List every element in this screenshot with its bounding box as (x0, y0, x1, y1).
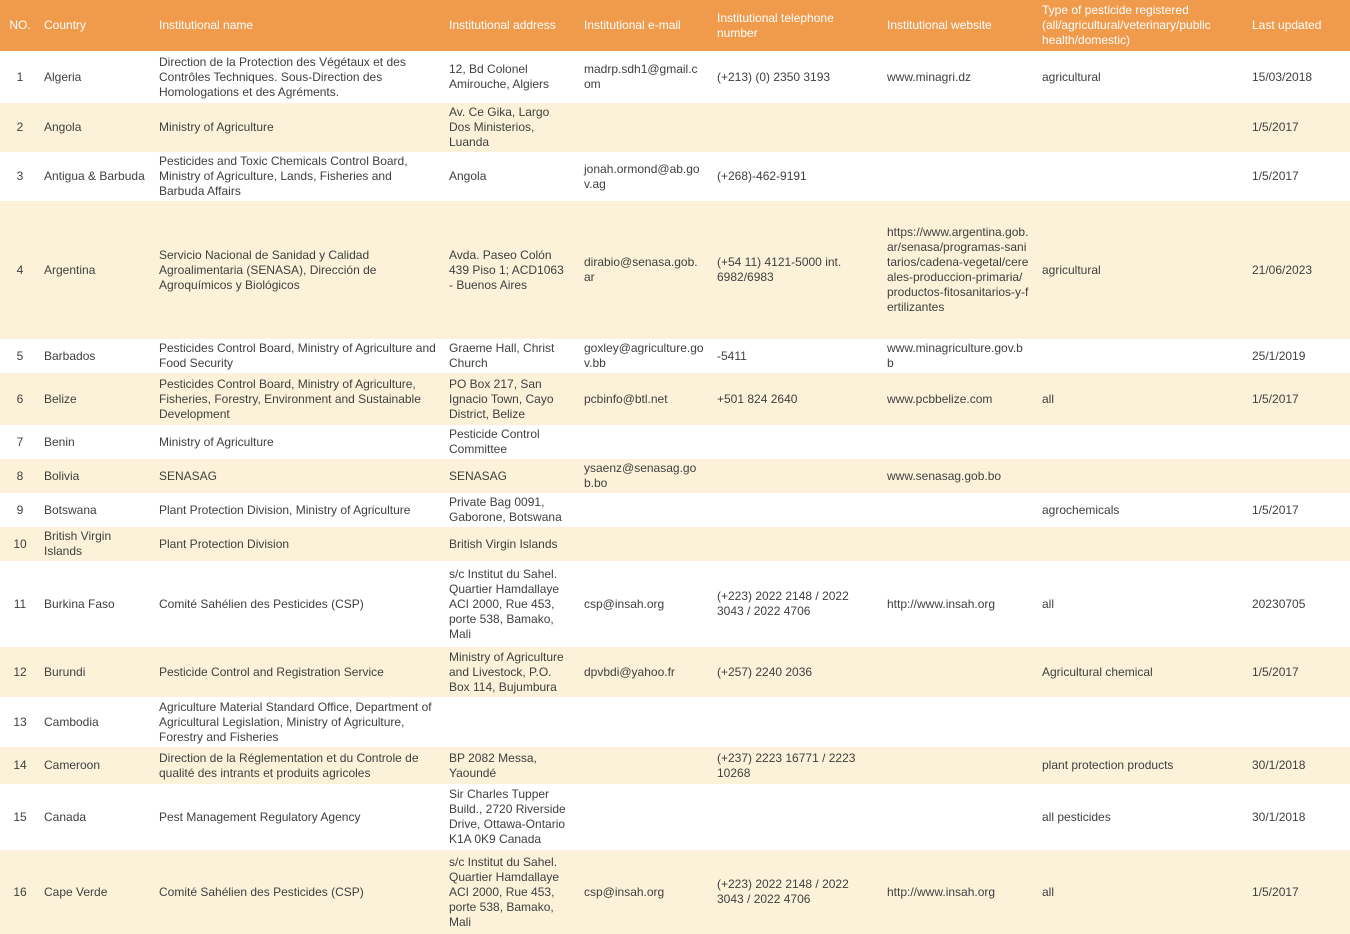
cell-website (883, 152, 1038, 201)
cell-address: Pesticide Control Committee (449, 427, 540, 456)
cell-phone: (+257) 2240 2036 (717, 664, 813, 679)
cell-phone: +501 824 2640 (717, 391, 798, 406)
cell-no: 12 (13, 664, 27, 679)
cell-updated (1248, 459, 1350, 493)
cell-email (580, 527, 713, 561)
table-row (0, 51, 1350, 103)
cell-no: 9 (16, 502, 24, 517)
cell-no: 1 (16, 69, 24, 84)
cell-no: 6 (16, 391, 24, 406)
cell-country: Bolivia (44, 468, 80, 483)
cell-country: Cape Verde (44, 884, 108, 899)
cell-no: 13 (13, 714, 27, 729)
cell-country: Barbados (44, 348, 96, 363)
cell-country: Burkina Faso (44, 596, 115, 611)
cell-type: agrochemicals (1042, 502, 1120, 517)
cell-updated: 1/5/2017 (1252, 664, 1299, 679)
cell-updated: 30/1/2018 (1252, 758, 1306, 772)
table-row (0, 647, 1350, 697)
cell-email (580, 425, 713, 459)
cell-no: 14 (13, 758, 27, 772)
column-header-name: Institutional name (159, 18, 254, 32)
cell-updated: 15/03/2018 (1252, 69, 1313, 84)
cell-type: all (1042, 596, 1055, 611)
cell-email: dpvbdi@yahoo.fr (584, 664, 675, 679)
cell-type: plant protection products (1042, 758, 1174, 772)
cell-email: madrp.sdh1@gmail.com (584, 62, 698, 91)
cell-email: csp@insah.org (584, 596, 665, 611)
cell-type (1038, 339, 1248, 373)
table-row (0, 747, 1350, 784)
cell-website: http://www.insah.org (887, 884, 996, 899)
cell-address: Ministry of Agriculture and Livestock, P.O. Box 114, Bujumbura (449, 649, 564, 694)
cell-updated (1248, 425, 1350, 459)
cell-type: Agricultural chemical (1042, 664, 1153, 679)
cell-updated: 1/5/2017 (1252, 884, 1299, 899)
cell-address: 12, Bd Colonel Amirouche, Algiers (449, 62, 550, 91)
cell-address: BP 2082 Messa, Yaoundé (449, 750, 537, 780)
cell-phone (713, 425, 883, 459)
cell-no: 16 (13, 884, 27, 899)
cell-website: www.minagriculture.gov.bb (887, 341, 1023, 370)
table-row (0, 850, 1350, 934)
cell-country: British Virgin Islands (44, 529, 112, 558)
cell-address: Av. Ce Gika, Largo Dos Ministerios, Luanda (449, 105, 550, 149)
column-header-address: Institutional address (449, 18, 556, 32)
cell-country: Angola (44, 120, 82, 134)
cell-address (445, 697, 580, 747)
cell-phone: (+213) (0) 2350 3193 (717, 69, 831, 84)
cell-website: www.minagri.dz (887, 69, 972, 84)
cell-phone: (+54 11) 4121-5000 int. 6982/6983 (717, 255, 842, 284)
cell-name: Ministry of Agriculture (159, 120, 274, 134)
cell-email: goxley@agriculture.gov.bb (584, 341, 704, 370)
table-row (0, 201, 1350, 339)
cell-updated: 1/5/2017 (1252, 120, 1299, 134)
cell-country: Antigua & Barbuda (44, 169, 145, 183)
cell-website (883, 784, 1038, 850)
cell-type (1038, 697, 1248, 747)
cell-name: Direction de la Protection des Végétaux et des Contrôles Techniques. Sous-Direction des Homologations et des Agréments. (159, 54, 406, 99)
cell-phone: (+268)-462-9191 (717, 169, 807, 183)
table-row (0, 339, 1350, 373)
cell-phone: -5411 (717, 348, 747, 363)
cell-name: Direction de la Réglementation et du Controle de qualité des intrants et produits agricoles (159, 750, 419, 780)
table-row (0, 784, 1350, 850)
cell-country: Canada (44, 809, 87, 824)
column-header-website: Institutional website (887, 18, 992, 32)
cell-name: Plant Protection Division, Ministry of Agriculture (159, 502, 411, 517)
cell-no: 4 (16, 262, 24, 277)
cell-email (580, 784, 713, 850)
cell-email: dirabio@senasa.gob.ar (584, 255, 698, 284)
cell-phone (713, 527, 883, 561)
cell-name: Servicio Nacional de Sanidad y Calidad Agroalimentaria (SENASA), Dirección de Agroquímicos y Biológicos (159, 247, 377, 292)
cell-website: http://www.insah.org (887, 596, 996, 611)
cell-country: Botswana (44, 502, 97, 517)
cell-name: Pest Management Regulatory Agency (159, 809, 361, 824)
cell-updated: 1/5/2017 (1252, 169, 1299, 183)
cell-website (883, 697, 1038, 747)
cell-email (580, 493, 713, 527)
cell-country: Cambodia (44, 714, 99, 729)
cell-updated: 30/1/2018 (1252, 809, 1306, 824)
cell-name: Agriculture Material Standard Office, Department of Agricultural Legislation, Ministry of Agriculture, Forestry and Fisheries (159, 699, 432, 744)
cell-no: 10 (13, 536, 27, 551)
cell-phone (713, 103, 883, 152)
table-row (0, 103, 1350, 152)
cell-no: 3 (16, 169, 24, 183)
column-header-phone: Institutional telephone number (717, 10, 834, 40)
cell-no: 11 (13, 596, 27, 611)
cell-phone: (+223) 2022 2148 / 2022 3043 / 2022 4706 (717, 589, 849, 618)
cell-no: 2 (16, 120, 24, 134)
cell-no: 5 (16, 348, 24, 363)
cell-phone (713, 459, 883, 493)
table-row (0, 373, 1350, 425)
cell-website (883, 425, 1038, 459)
cell-address: Private Bag 0091, Gaborone, Botswana (449, 495, 562, 524)
cell-address: Sir Charles Tupper Build., 2720 Riverside Drive, Ottawa-Ontario K1A 0K9 Canada (449, 787, 566, 846)
cell-type (1038, 103, 1248, 152)
cell-type (1038, 152, 1248, 201)
cell-phone (713, 493, 883, 527)
table-row (0, 152, 1350, 201)
cell-website (883, 493, 1038, 527)
cell-type: agricultural (1042, 69, 1101, 84)
cell-name: Pesticides Control Board, Ministry of Agriculture and Food Security (159, 341, 436, 370)
cell-country: Argentina (44, 262, 96, 277)
cell-type (1038, 527, 1248, 561)
cell-name: Pesticides and Toxic Chemicals Control Board, Ministry of Agriculture, Lands, Fisheries and Barbuda Affairs (159, 154, 408, 198)
cell-website (883, 527, 1038, 561)
cell-phone: (+237) 2223 16771 / 2223 10268 (717, 750, 856, 780)
cell-email (580, 747, 713, 784)
cell-type: agricultural (1042, 262, 1101, 277)
cell-country: Belize (44, 391, 77, 406)
cell-address: s/c Institut du Sahel. Quartier Hamdallaye ACI 2000, Rue 453, porte 538, Bamako, Mali (449, 854, 560, 929)
table-row (0, 561, 1350, 647)
cell-email: csp@insah.org (584, 884, 665, 899)
table-row (0, 527, 1350, 561)
cell-updated (1248, 527, 1350, 561)
cell-updated: 21/06/2023 (1252, 262, 1313, 277)
cell-website (883, 103, 1038, 152)
table-body (0, 51, 1350, 934)
header-row (0, 0, 1350, 51)
cell-no: 7 (16, 434, 24, 449)
cell-website: www.pcbbelize.com (887, 391, 993, 406)
cell-type: all (1042, 884, 1055, 899)
cell-email (580, 697, 713, 747)
cell-type (1038, 459, 1248, 493)
cell-updated: 20230705 (1252, 596, 1306, 611)
column-header-type: Type of pesticide registered (all/agricultural/veterinary/public health/domestic) (1042, 3, 1211, 47)
cell-name: Ministry of Agriculture (159, 434, 274, 449)
column-header-updated: Last updated (1252, 18, 1322, 32)
cell-email: jonah.ormond@ab.gov.ag (584, 161, 700, 191)
cell-updated: 25/1/2019 (1252, 348, 1306, 363)
cell-country: Algeria (44, 69, 82, 84)
cell-no: 15 (13, 809, 27, 824)
cell-updated: 1/5/2017 (1252, 391, 1299, 406)
cell-email (580, 103, 713, 152)
cell-name: Comité Sahélien des Pesticides (CSP) (159, 884, 364, 899)
cell-type: all (1042, 391, 1055, 406)
table-row (0, 493, 1350, 527)
cell-address: Angola (449, 169, 487, 183)
cell-email: ysaenz@senasag.gob.bo (584, 461, 697, 490)
cell-address: Graeme Hall, Christ Church (449, 341, 555, 370)
cell-updated: 1/5/2017 (1252, 502, 1299, 517)
cell-no: 8 (16, 468, 24, 483)
column-header-no: NO. (9, 18, 31, 32)
cell-name: Comité Sahélien des Pesticides (CSP) (159, 596, 364, 611)
cell-phone: (+223) 2022 2148 / 2022 3043 / 2022 4706 (717, 877, 849, 906)
cell-name: Pesticides Control Board, Ministry of Agriculture, Fisheries, Forestry, Environment and Sustainable Development (159, 376, 421, 421)
cell-name: Plant Protection Division (159, 536, 290, 551)
table-row (0, 459, 1350, 493)
cell-address: PO Box 217, San Ignacio Town, Cayo District, Belize (449, 376, 554, 421)
cell-name: SENASAG (159, 468, 218, 483)
cell-phone (713, 697, 883, 747)
table-row (0, 697, 1350, 747)
cell-website (883, 747, 1038, 784)
cell-country: Burundi (44, 664, 86, 679)
cell-type (1038, 425, 1248, 459)
cell-address: British Virgin Islands (449, 536, 558, 551)
cell-website: https://www.argentina.gob.ar/senasa/programas-sanitarios/cadena-vegetal/cereales-produccion-primaria/productos-fitosanitarios-y-fertilizantes (887, 225, 1029, 314)
cell-website (883, 647, 1038, 697)
table-header (0, 0, 1350, 51)
column-header-country: Country (44, 18, 87, 32)
cell-country: Cameroon (44, 758, 101, 772)
cell-country: Benin (44, 434, 75, 449)
cell-address: SENASAG (449, 468, 508, 483)
cell-type: all pesticides (1042, 809, 1111, 824)
column-header-email: Institutional e-mail (584, 18, 681, 32)
cell-name: Pesticide Control and Registration Service (159, 664, 384, 679)
cell-website: www.senasag.gob.bo (887, 468, 1002, 483)
cell-address: s/c Institut du Sahel. Quartier Hamdallaye ACI 2000, Rue 453, porte 538, Bamako, Mali (449, 566, 560, 641)
cell-address: Avda. Paseo Colón 439 Piso 1; ACD1063 - Buenos Aires (449, 247, 564, 292)
table-row (0, 425, 1350, 459)
cell-email: pcbinfo@btl.net (584, 391, 668, 406)
cell-phone (713, 784, 883, 850)
cell-updated (1248, 697, 1350, 747)
